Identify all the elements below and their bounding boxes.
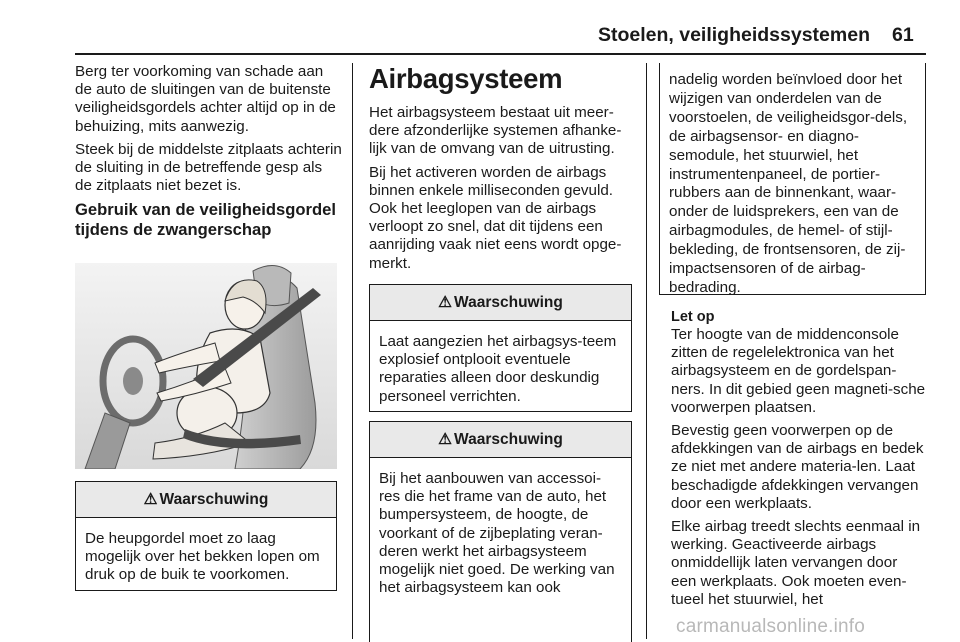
warning-title: Waarschuwing bbox=[454, 293, 563, 311]
paragraph: Bij het activeren worden de airbags binnen enkele milliseconden gevuld. Ook het leeglopen van de airbags verloopt zo snel, dat dit tijdens een aanrijding vaak niet eens wordt opge-merkt. bbox=[369, 163, 622, 272]
section-heading: Airbagsysteem bbox=[369, 63, 563, 94]
pregnant-driver-seatbelt-illustration bbox=[75, 263, 337, 469]
warning-header bbox=[370, 422, 631, 458]
header-divider bbox=[75, 53, 926, 55]
warning-triangle-icon: ⚠ bbox=[438, 294, 453, 311]
column-1 bbox=[75, 63, 343, 240]
warning-header bbox=[76, 482, 336, 518]
warning-triangle-icon: ⚠ bbox=[143, 491, 158, 508]
paragraph: Steek bij de middelste zitplaats achterin de sluiting in de betreffende gesp als de zitplaats niet bezet is. bbox=[75, 140, 342, 195]
warning-box-accessories bbox=[369, 421, 632, 642]
warning-header bbox=[370, 285, 631, 321]
warning-text: Laat aangezien het airbagsys-teem explosief ontplooit eventuele reparaties alleen door deskundig personeel verrichten. bbox=[379, 333, 617, 405]
paragraph: Elke airbag treedt slechts eenmaal in werking. Geactiveerde airbags onmiddellijk laten vervangen door een werkplaats. Ook moeten even-tueel het stuurwiel, het bbox=[671, 518, 921, 608]
paragraph: Berg ter voorkoming van schade aan de auto de sluitingen van de buitenste veiligheidsgordels achter altijd op in de behuizing, mits aanwezig. bbox=[75, 63, 336, 135]
warning-title: Waarschuwing bbox=[159, 490, 269, 508]
note-text: Ter hoogte van de middenconsole zitten de regelelektronica van het airbagsysteem en de gordelspan-ners. In dit gebied geen magneti-sche voorwerpen plaatsen. bbox=[671, 326, 926, 416]
warning-text: Bij het aanbouwen van accessoi-res die het frame van de auto, het bumpersysteem, de hoogte, de voorkant of de zijbeplating veran-deren werkt het airbagsysteem mogelijk niet goed. De werking van het airbagsysteem kan ook bbox=[379, 470, 615, 597]
column-divider-left bbox=[352, 63, 353, 639]
watermark: carmanualsonline.info bbox=[676, 616, 866, 637]
warning-text: De heupgordel moet zo laag mogelijk over het bekken lopen om druk op de buik te voorkomen. bbox=[85, 530, 320, 584]
warning-box-continued: nadelig worden beïnvloed door het wijzigen van onderdelen van de voorstoelen, de veiligheidsgor-dels, de airbagsensor- en diagno-semodule, het stuurwiel, het instrumentenpaneel, de portier-rubbers aan de binnenkant, waar-onder de luidsprekers, een van de airbagmodules, de hemel- of stijl-bekleding, de frontsensoren, de zij-impactsensoren of de airbag-bedrading. bbox=[659, 63, 926, 295]
warning-triangle-icon: ⚠ bbox=[438, 431, 453, 448]
page-header-title: Stoelen, veiligheidssystemen bbox=[597, 24, 870, 46]
column-divider-right bbox=[646, 63, 647, 639]
page-number: 61 bbox=[892, 24, 914, 46]
paragraph: Het airbagsysteem bestaat uit meer-dere afzonderlijke systemen afhanke-lijk van de omvang van de uitrusting. bbox=[369, 104, 622, 158]
warning-box-seatbelt bbox=[75, 481, 337, 591]
note-label: Let op bbox=[671, 309, 715, 325]
warning-box-repairs bbox=[369, 284, 632, 412]
paragraph: Bevestig geen voorwerpen op de afdekkingen van de airbags en bedek ze niet met andere materia-len. Laat beschadigde afdekkingen vervangen door een werkplaats. bbox=[671, 422, 924, 512]
section-subheading: Gebruik van de veiligheidsgordel tijdens de zwangerschap bbox=[75, 200, 336, 240]
column-2 bbox=[369, 63, 632, 278]
column-3 bbox=[671, 309, 926, 614]
warning-title: Waarschuwing bbox=[454, 430, 563, 448]
